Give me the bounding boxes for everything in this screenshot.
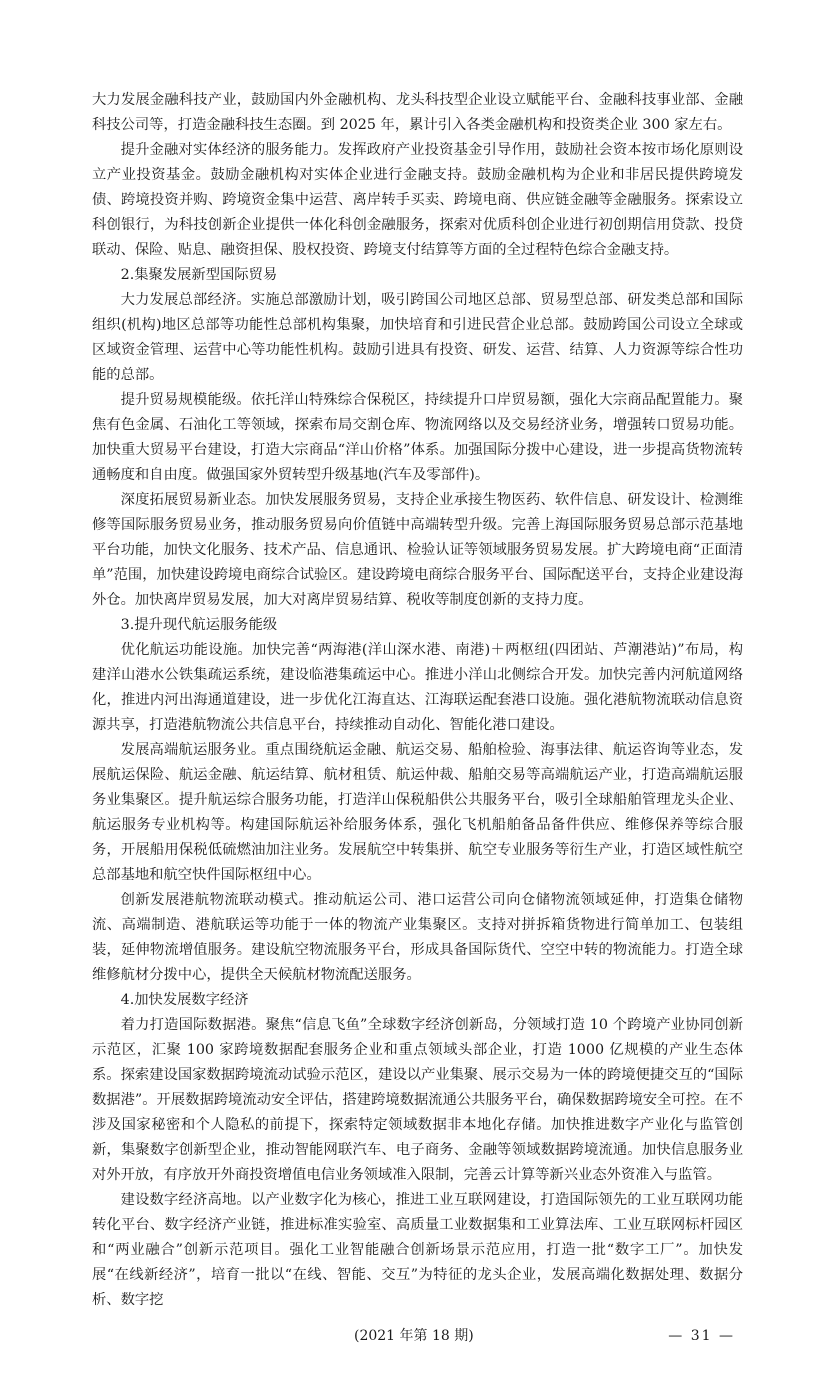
paragraph-headquarters-economy: 大力发展总部经济。实施总部激励计划，吸引跨国公司地区总部、贸易型总部、研发类总部和国际组织(机构)地区总部等功能性总部机构集聚，加快培育和引进民营企业总部。鼓励跨国公司设立全球或区域资金管理、运营中心等功能性机构。鼓励引进具有投资、研发、运营、结算、人力资源等综合性功能的总部。 — [92, 292, 743, 383]
issue-label: (2021 年第 18 期) — [354, 1328, 474, 1344]
paragraph-shipping-facilities: 优化航运功能设施。加快完善“两海港(洋山深水港、南港)＋两枢纽(四团站、芦潮港站)”布局，构建洋山港水公铁集疏运系统，建设临港集疏运中心。推进小洋山北侧综合开发。加快完善内河航道网络化，推进内河出海通道建设，进一步优化江海直达、江海联运配套港口设施。强化港航物流联动信息资源共享，打造港航物流公共信息平台，持续推动自动化、智能化港口建设。 — [92, 642, 743, 733]
paragraph-finance-real-economy: 提升金融对实体经济的服务能力。发挥政府产业投资基金引导作用，鼓励社会资本按市场化原则设立产业投资基金。鼓励金融机构对实体企业进行金融支持。鼓励金融机构为企业和非居民提供跨境发债、跨境投资并购、跨境资金集中运营、离岸转手买卖、跨境电商、供应链金融等金融服务。探索设立科创银行，为科技创新企业提供一体化科创金融服务，探索对优质科创企业进行初创期信用贷款、投贷联动、保险、贴息、融资担保、股权投资、跨境支付结算等方面的全过程特色综合金融支持。 — [92, 142, 743, 258]
paragraph-fintech-continued: 大力发展金融科技产业，鼓励国内外金融机构、龙头科技型企业设立赋能平台、金融科技事业部、金融科技公司等，打造金融科技生态圈。到 2025 年，累计引入各类金融机构和投资类企业 300 家左右。 — [92, 92, 743, 133]
paragraph-port-logistics: 创新发展港航物流联动模式。推动航运公司、港口运营公司向仓储物流领域延伸，打造集仓储物流、高端制造、港航联运等功能于一体的物流产业集聚区。支持对拼拆箱货物进行简单加工、包装组装，延伸物流增值服务。建设航空物流服务平台，形成具备国际货代、空空中转的物流能力。打造全球维修航材分拨中心，提供全天候航材物流配送服务。 — [92, 892, 743, 983]
paragraph-digital-highland: 建设数字经济高地。以产业数字化为核心，推进工业互联网建设，打造国际领先的工业互联网功能转化平台、数字经济产业链，推进标准实验室、高质量工业数据集和工业算法库、工业互联网标杆园区和“两业融合”创新示范项目。强化工业智能融合创新场景示范应用，打造一批“数字工厂”。加快发展“在线新经济”，培育一批以“在线、智能、交互”为特征的龙头企业，发展高端化数据处理、数据分析、数字挖 — [92, 1192, 743, 1308]
section-heading-trade: 2.集聚发展新型国际贸易 — [120, 267, 278, 283]
section-heading-shipping: 3.提升现代航运服务能级 — [120, 617, 278, 633]
paragraph-trade-new-formats: 深度拓展贸易新业态。加快发展服务贸易，支持企业承接生物医药、软件信息、研发设计、检测维修等国际服务贸易业务，推动服务贸易向价值链中高端转型升级。完善上海国际服务贸易总部示范基地平台功能，加快文化服务、技术产品、信息通讯、检验认证等领域服务贸易发展。扩大跨境电商“正面清单”范围，加快建设跨境电商综合试验区。建设跨境电商综合服务平台、国际配送平台，支持企业建设海外仓。加快离岸贸易发展，加大对离岸贸易结算、税收等制度创新的支持力度。 — [92, 492, 743, 608]
paragraph-trade-scale: 提升贸易规模能级。依托洋山特殊综合保税区，持续提升口岸贸易额，强化大宗商品配置能力。聚焦有色金属、石油化工等领域，探索布局交割仓库、物流网络以及交易经济业务，增强转口贸易功能。加快重大贸易平台建设，打造大宗商品“洋山价格”体系。加强国际分拨中心建设，进一步提高货物流转通畅度和自由度。做强国家外贸转型升级基地(汽车及零部件)。 — [92, 392, 743, 483]
paragraph-data-port: 着力打造国际数据港。聚焦“信息飞鱼”全球数字经济创新岛，分领域打造 10 个跨境产业协同创新示范区，汇聚 100 家跨境数据配套服务企业和重点领域头部企业，打造 1000 亿规模的产业生态体系。探索建设国家数据跨境流动试验示范区，建设以产业集聚、展示交易为一体的跨境便捷交互的“国际数据港”。开展数据跨境流动安全评估，搭建跨境数据流通公共服务平台，确保数据跨境安全可控。在不涉及国家秘密和个人隐私的前提下，探索特定领域数据非本地化存储。加快推进数字产业化与监管创新，集聚数字创新型企业，推动智能网联汽车、电子商务、金融等领域数据跨境流通。加快信息服务业对外开放，有序放开外商投资增值电信业务领域准入限制，完善云计算等新兴业态外资准入与监管。 — [92, 1017, 743, 1183]
paragraph-high-end-shipping: 发展高端航运服务业。重点围绕航运金融、航运交易、船舶检验、海事法律、航运咨询等业态，发展航运保险、航运金融、航运结算、航材租赁、航运仲裁、船舶交易等高端航运产业，打造高端航运服务业集聚区。提升航运综合服务功能，打造洋山保税船供公共服务平台，吸引全球船舶管理龙头企业、航运服务专业机构等。构建国际航运补给服务体系，强化飞机船舶备品备件供应、维修保养等综合服务，开展船用保税低硫燃油加注业务。发展航空中转集拼、航空专业服务等衍生产业，打造区域性航空总部基地和航空快件国际枢纽中心。 — [92, 742, 743, 883]
page-footer — [92, 1325, 743, 1387]
section-heading-digital-economy: 4.加快发展数字经济 — [120, 992, 249, 1008]
document-body — [92, 0, 743, 1313]
page-number: — 31 — — [668, 1328, 735, 1344]
